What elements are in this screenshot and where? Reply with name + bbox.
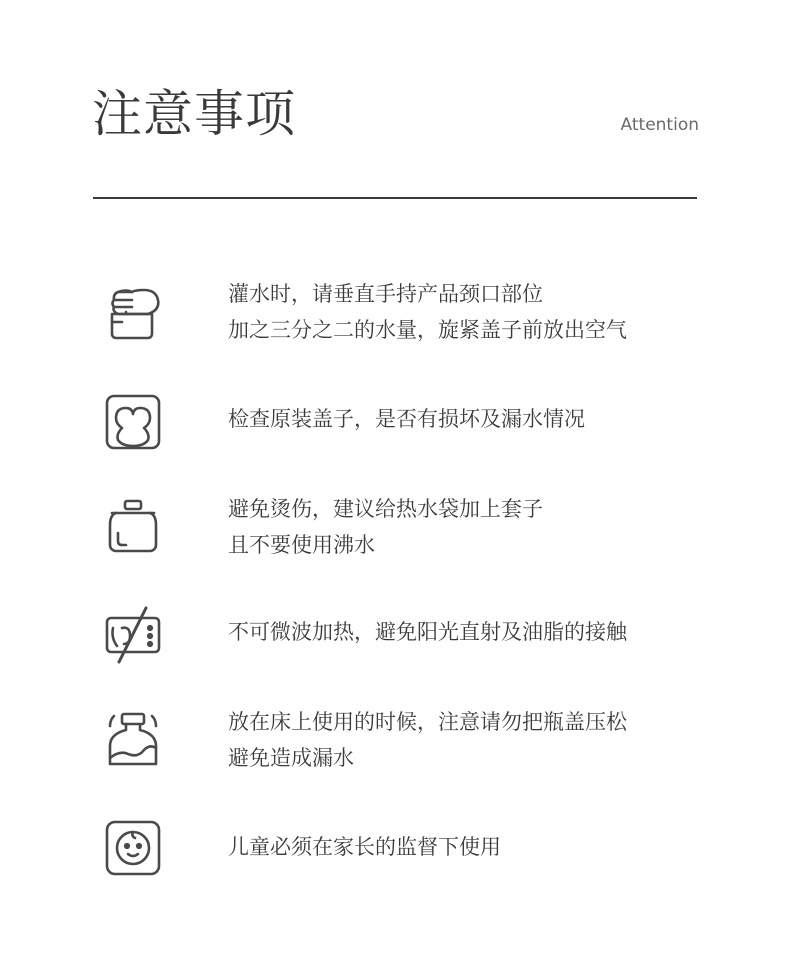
item-text-line: 检查原装盖子，是否有损坏及漏水情况	[228, 407, 585, 431]
page-subtitle: Attention	[620, 115, 699, 135]
hot-water-bag-icon	[102, 497, 164, 559]
bottle-pressure-icon	[102, 710, 164, 772]
item-text-line: 避免烫伤，建议给热水袋加上套子	[228, 497, 543, 521]
item-text-line: 避免造成漏水	[228, 746, 354, 770]
item-text-line: 加之三分之二的水量，旋紧盖子前放出空气	[228, 318, 627, 342]
item-text-line: 且不要使用沸水	[228, 533, 375, 557]
no-microwave-icon	[102, 604, 164, 666]
item-text-line: 儿童必须在家长的监督下使用	[228, 835, 501, 859]
child-face-icon	[102, 818, 164, 880]
item-text-line: 不可微波加热，避免阳光直射及油脂的接触	[228, 620, 627, 644]
cap-check-icon	[102, 392, 164, 454]
bottle-filling-icon	[102, 282, 164, 344]
item-text-line: 灌水时，请垂直手持产品颈口部位	[228, 282, 543, 306]
item-text-line: 放在床上使用的时候，注意请勿把瓶盖压松	[228, 710, 627, 734]
page-title: 注意事项	[92, 85, 296, 143]
